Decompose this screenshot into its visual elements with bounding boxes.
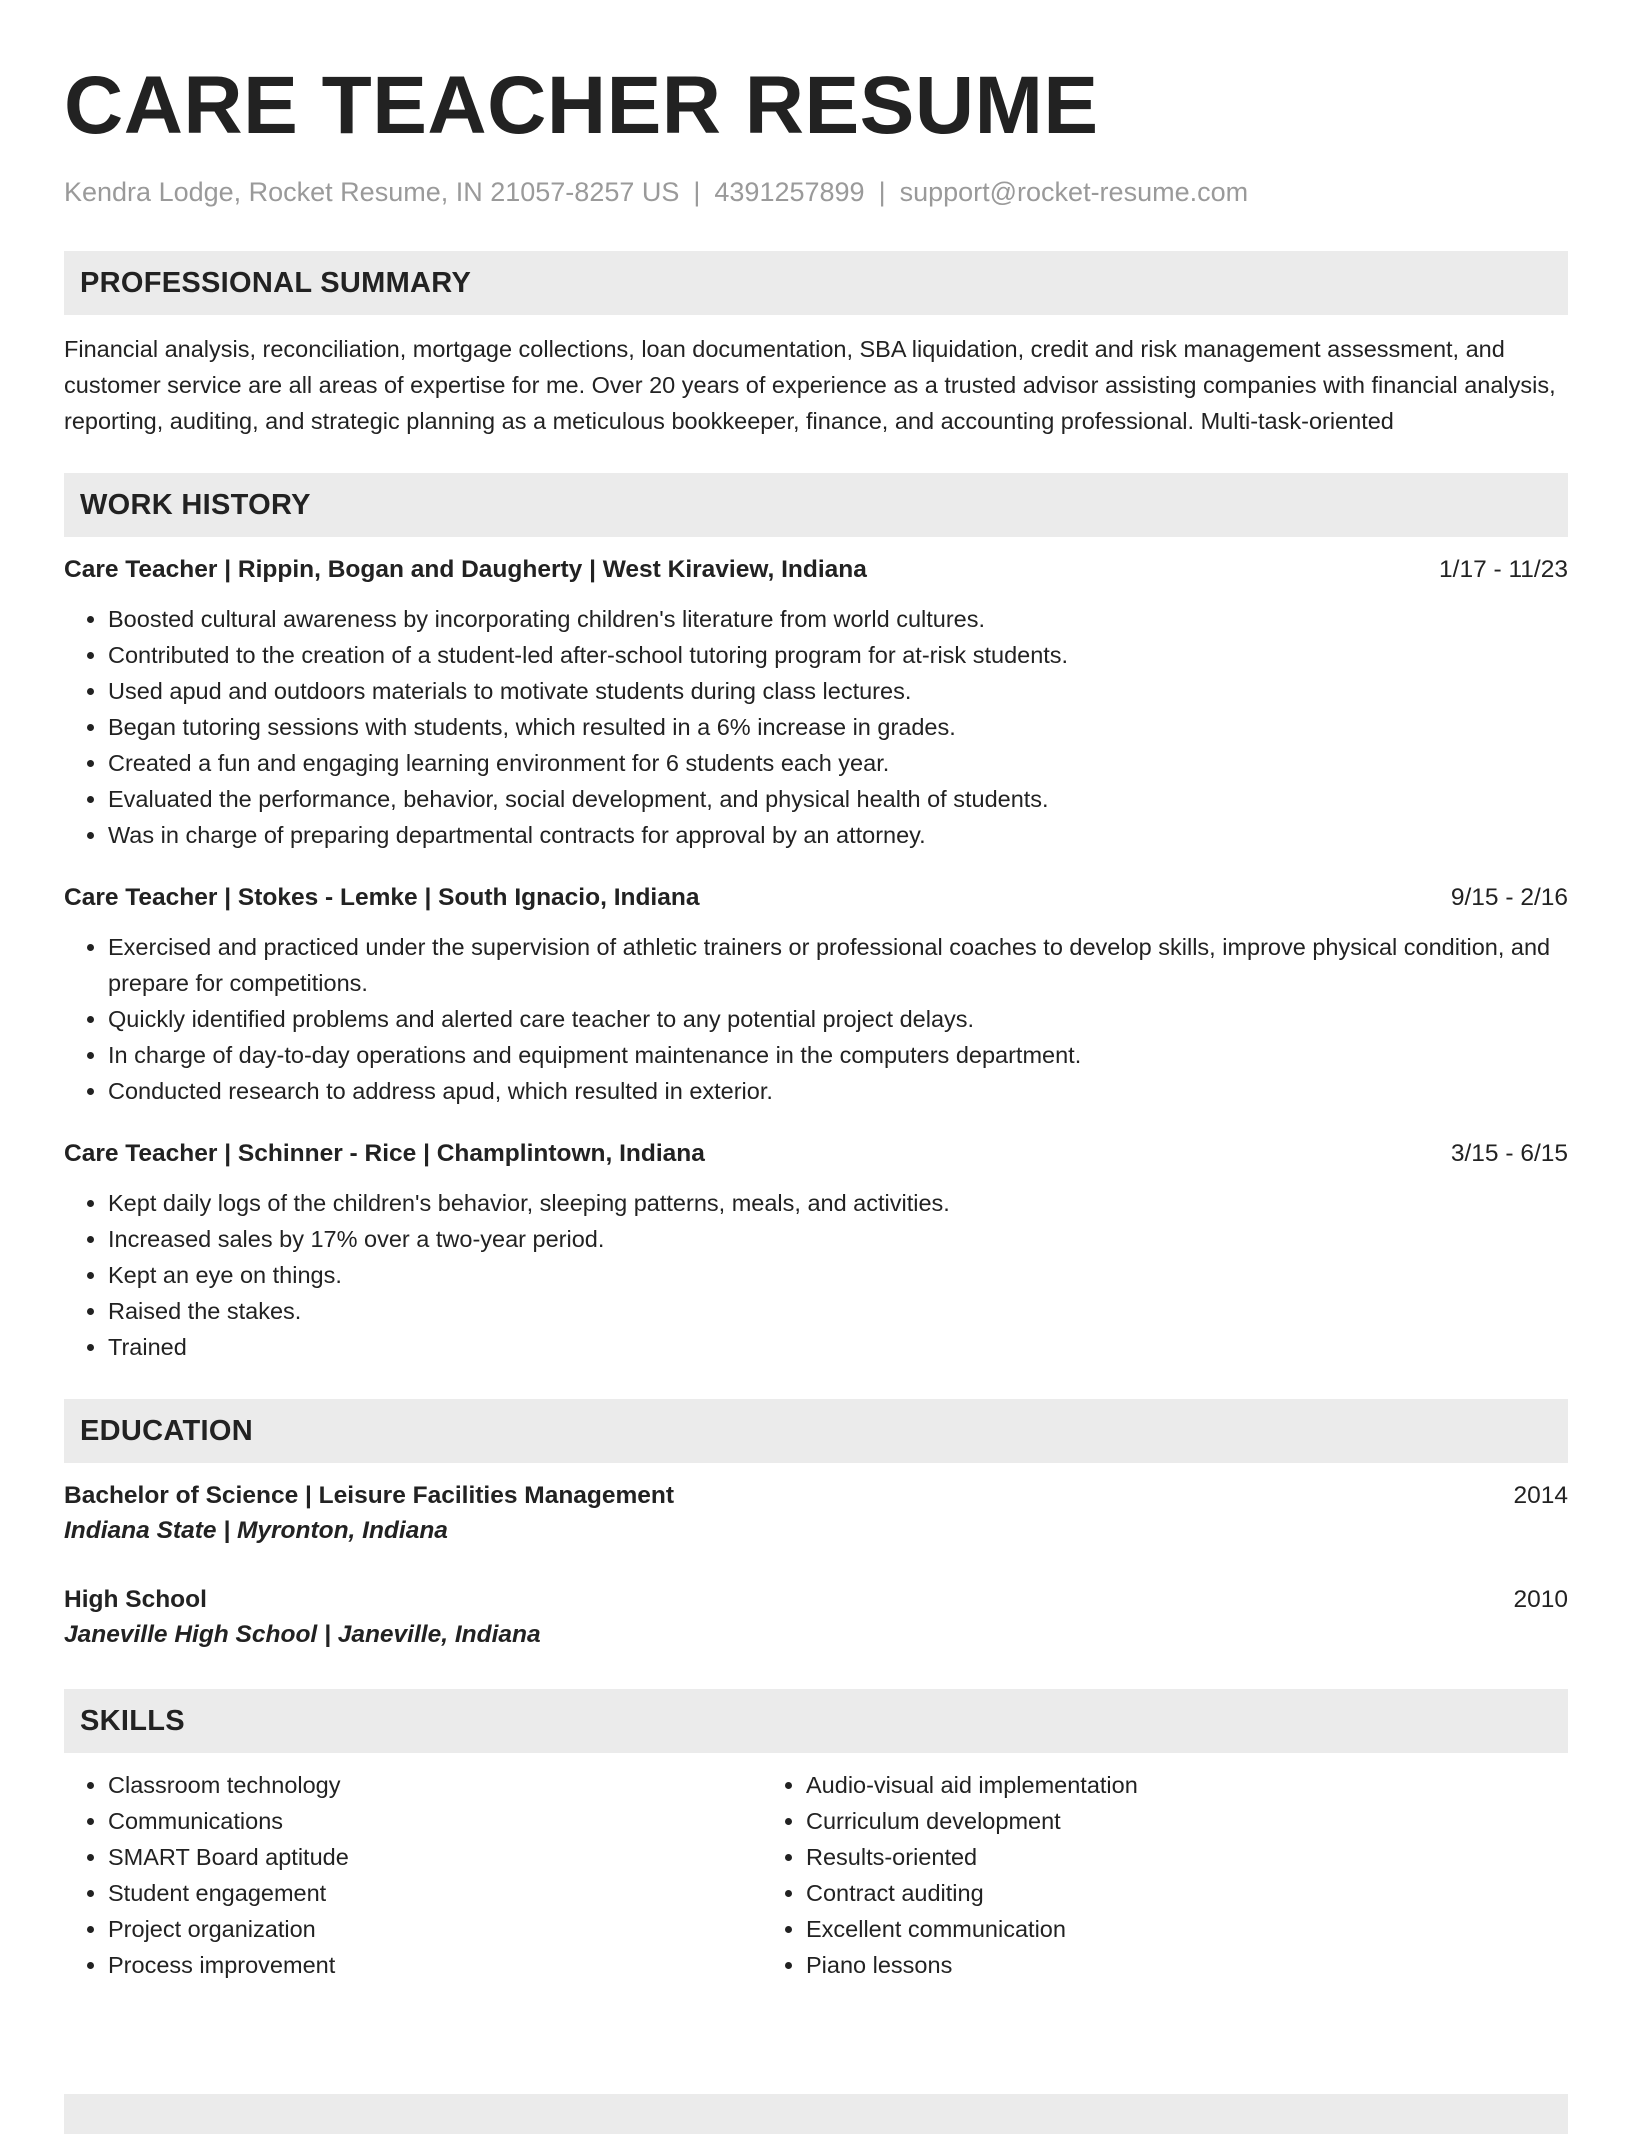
education-year: 2014	[1513, 1482, 1568, 1509]
job-header	[64, 881, 1568, 915]
job-bullet: • Quickly identified problems and alerted care teacher to any potential project delays.	[108, 1001, 1568, 1037]
job-bullet: • Used apud and outdoors materials to motivate students during class lectures.	[108, 673, 1568, 709]
work-history-heading: WORK HISTORY	[64, 473, 1568, 537]
job-bullet: • Kept an eye on things.	[108, 1257, 1568, 1293]
job-dates: 1/17 - 11/23	[1439, 556, 1568, 583]
skills-column-right	[762, 1767, 1460, 1983]
education-entry	[64, 1479, 1568, 1549]
job-entry	[64, 881, 1568, 1109]
job-bullets	[64, 1185, 1568, 1365]
summary-text: Financial analysis, reconciliation, mortgage collections, loan documentation, SBA liquidation, credit and risk management assessment, and customer service are all areas of expertise for me. Over 20 years of experience as a trusted advisor assisting companies with financial analysis, reporting, auditing, and strategic planning as a meticulous bookkeeper, finance, and accounting professional. Multi-task-oriented	[64, 336, 1556, 434]
next-section-header-cutoff	[64, 2094, 1568, 2134]
skill-item: • Contract auditing	[806, 1875, 1460, 1911]
job-entry	[64, 1137, 1568, 1365]
job-bullet: • Evaluated the performance, behavior, social development, and physical health of students.	[108, 781, 1568, 817]
job-bullet: • In charge of day-to-day operations and equipment maintenance in the computers department.	[108, 1037, 1568, 1073]
education-header	[64, 1479, 1568, 1513]
resume-title: CARE TEACHER RESUME	[64, 60, 1099, 151]
education-heading: EDUCATION	[64, 1399, 1568, 1463]
contact-line	[64, 174, 1568, 210]
job-bullet: • Conducted research to address apud, which resulted in exterior.	[108, 1073, 1568, 1109]
education-degree: Bachelor of Science | Leisure Facilities Management	[64, 1482, 675, 1509]
summary-heading: PROFESSIONAL SUMMARY	[64, 251, 1568, 315]
job-dates: 9/15 - 2/16	[1450, 884, 1568, 911]
contact-separator: |	[878, 177, 886, 207]
job-bullet: • Kept daily logs of the children's behavior, sleeping patterns, meals, and activities.	[108, 1185, 1568, 1221]
skill-item: • Results-oriented	[806, 1839, 1460, 1875]
education-entry	[64, 1583, 1568, 1653]
job-title: Care Teacher | Rippin, Bogan and Daugherty | West Kiraview, Indiana	[64, 556, 867, 583]
education-header	[64, 1583, 1568, 1617]
skill-item: • Project organization	[108, 1911, 762, 1947]
education-degree: High School	[64, 1586, 207, 1613]
education-school: Janeville High School | Janeville, Indiana	[64, 1621, 541, 1648]
skills-heading: SKILLS	[64, 1689, 1568, 1753]
job-title: Care Teacher | Schinner - Rice | Champlintown, Indiana	[64, 1140, 705, 1167]
job-bullet: • Exercised and practiced under the supervision of athletic trainers or professional coaches to develop skills, improve physical condition, and prepare for competitions.	[108, 929, 1568, 1001]
skill-item: • Audio-visual aid implementation	[806, 1767, 1460, 1803]
job-bullet: • Increased sales by 17% over a two-year period.	[108, 1221, 1568, 1257]
contact-email: support@rocket-resume.com	[899, 177, 1249, 207]
skill-item: • Curriculum development	[806, 1803, 1460, 1839]
skill-item: • Communications	[108, 1803, 762, 1839]
contact-separator: |	[693, 177, 701, 207]
job-bullets	[64, 929, 1568, 1109]
skill-item: • Excellent communication	[806, 1911, 1460, 1947]
skill-item: • Classroom technology	[108, 1767, 762, 1803]
education-school: Indiana State | Myronton, Indiana	[64, 1517, 448, 1544]
job-bullet: • Began tutoring sessions with students, which resulted in a 6% increase in grades.	[108, 709, 1568, 745]
skills-column-left	[64, 1767, 762, 1983]
job-bullet: • Trained	[108, 1329, 1568, 1365]
job-bullets	[64, 601, 1568, 853]
contact-phone: 4391257899	[714, 177, 865, 207]
job-header	[64, 553, 1568, 587]
skill-item: • Student engagement	[108, 1875, 762, 1911]
job-bullet: • Was in charge of preparing departmental contracts for approval by an attorney.	[108, 817, 1568, 853]
job-title: Care Teacher | Stokes - Lemke | South Ignacio, Indiana	[64, 884, 700, 911]
contact-address: Kendra Lodge, Rocket Resume, IN 21057-8257 US	[64, 177, 680, 207]
skill-item: • Process improvement	[108, 1947, 762, 1983]
job-header	[64, 1137, 1568, 1171]
job-entry	[64, 553, 1568, 853]
job-bullet: • Raised the stakes.	[108, 1293, 1568, 1329]
skill-item: • SMART Board aptitude	[108, 1839, 762, 1875]
job-bullet: • Contributed to the creation of a student-led after-school tutoring program for at-risk students.	[108, 637, 1568, 673]
job-bullet: • Created a fun and engaging learning environment for 6 students each year.	[108, 745, 1568, 781]
skill-item: • Piano lessons	[806, 1947, 1460, 1983]
job-dates: 3/15 - 6/15	[1450, 1140, 1568, 1167]
job-bullet: • Boosted cultural awareness by incorporating children's literature from world cultures.	[108, 601, 1568, 637]
education-year: 2010	[1513, 1586, 1568, 1613]
skills-list	[64, 1767, 1568, 1983]
